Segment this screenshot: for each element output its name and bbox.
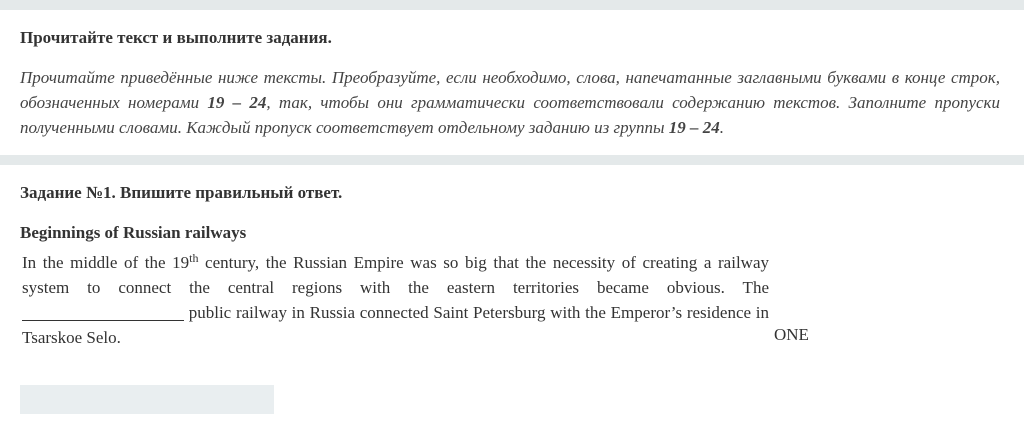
instructions-heading: Прочитайте текст и выполните задания.: [20, 28, 332, 47]
gap-blank: [22, 302, 184, 321]
keyword-one: ONE: [774, 325, 809, 344]
ordinal-suffix: th: [189, 251, 199, 265]
text-title: Beginnings of Russian railways: [20, 223, 247, 242]
answer-input[interactable]: [20, 385, 274, 414]
task-range: 19 – 24: [207, 93, 267, 112]
task-heading: Задание №1. Впишите правильный ответ.: [20, 183, 343, 202]
passage-text: In the middle of the 19th century, the Russian Empire was so big that the necessity of creating a railway system to connect the central regions with the eastern territories became obvious. The public railway in Russia connected Saint Petersburg with the Emperor’s residence in Tsarskoe Selo.: [22, 251, 769, 347]
section-divider: [0, 155, 1024, 165]
top-divider: [0, 0, 1024, 10]
task-range: 19 – 24: [668, 118, 720, 137]
instructions-text: Прочитайте приведённые ниже тексты. Преобразуйте, если необходимо, слова, напечатанные заглавными буквами в конце строк, обозначенных номерами 19 – 24, так, чтобы они грамматически соответствовали содержанию текстов. Заполните пропуски полученными словами. Каждый пропуск соответствует отдельному заданию из группы 19 – 24.: [20, 68, 1001, 137]
